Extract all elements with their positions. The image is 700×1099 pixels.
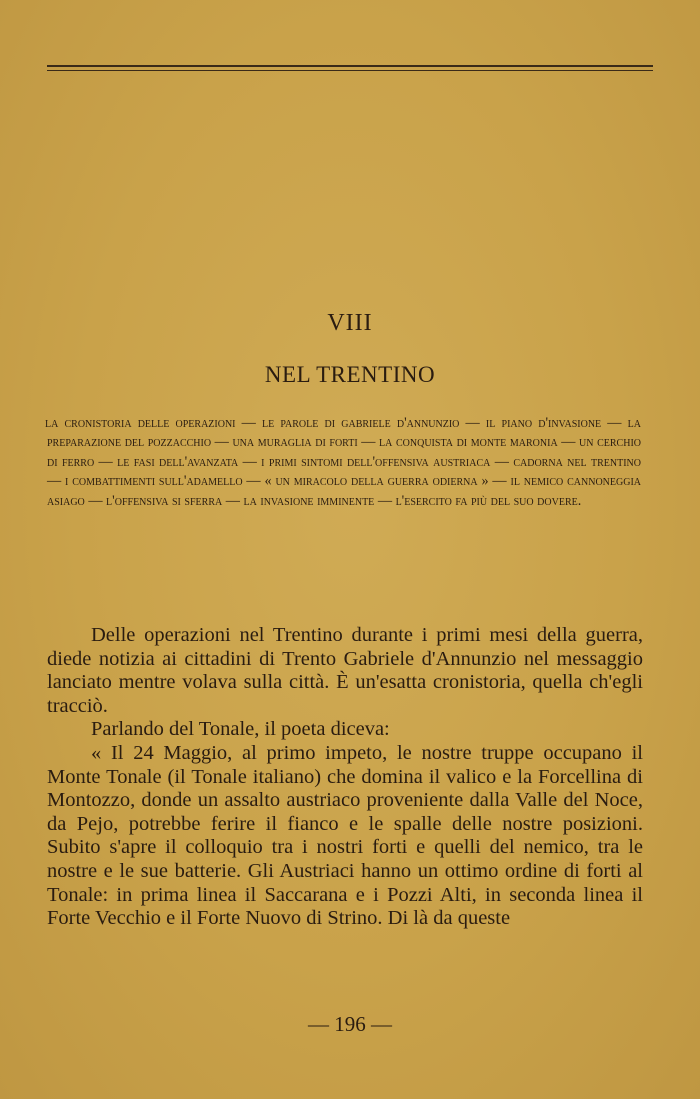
body-text <box>47 624 643 931</box>
chapter-number: VIII <box>327 310 373 336</box>
top-rule <box>47 65 653 67</box>
page-number: — 196 — <box>308 1012 392 1036</box>
paragraph: Delle operazioni nel Trentino durante i primi mesi della guerra, diede notizia ai cittadini di Trento Gabriele d'Annunzio nel messaggio lanciato mentre volava sulla città. È un'esatta cronistoria, quella ch'egli tracciò. <box>47 624 643 717</box>
chapter-title: NEL TRENTINO <box>264 362 436 387</box>
paragraph: Parlando del Tonale, il poeta diceva: <box>91 718 390 741</box>
chapter-summary-text: la cronistoria delle operazioni — le parole di gabriele d'annunzio — il piano d'invasione — la preparazione del pozzacchio — una muraglia di forti — la conquista di monte maronia — un cerchio di ferro — le fasi dell'avanzata — i primi sintomi dell'offensiva austriaca — cadorna nel trentino — i combattimenti sull'adamello — « un miracolo della guerra odierna » — il nemico cannoneggia asiago — l'offensiva si sferra — la invasione imminente — l'esercito fa più del suo dovere. <box>45 415 641 509</box>
chapter-summary <box>47 414 641 511</box>
paragraph: « Il 24 Maggio, al primo impeto, le nostre truppe occupano il Monte Tonale (il Tonale italiano) che domina il valico e la Forcellina di Montozzo, donde un assalto austriaco proveniente dalla Valle del Noce, da Pejo, potrebbe ferire il fianco e le spalle delle nostre posizioni. Subito s'apre il colloquio tra i nostri forti e quelli del nemico, tra le nostre e le sue batterie. Gli Austriaci hanno un ottimo ordine di forti al Tonale: in prima linea il Saccarana e i Pozzi Alti, in seconda linea il Forte Vecchio e il Forte Nuovo di Strino. Di là da queste <box>47 741 643 930</box>
top-rule-thin <box>47 70 653 71</box>
